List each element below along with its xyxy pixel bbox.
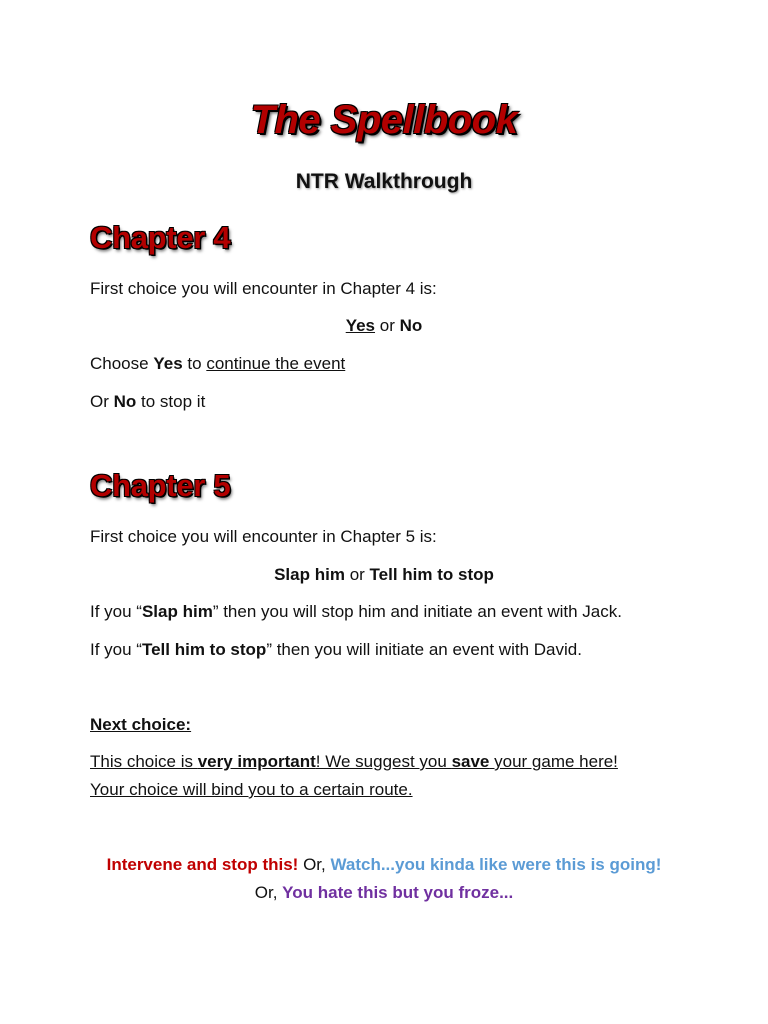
option-yes: Yes bbox=[345, 316, 376, 335]
or-no: No bbox=[113, 392, 137, 411]
chapter-4-intro: First choice you will encounter in Chapter 4 is: bbox=[90, 279, 437, 298]
choose-prefix: Choose bbox=[90, 354, 149, 373]
warning-line-2: Your choice will bind you to a certain route. bbox=[90, 780, 413, 799]
chapter-4-yes-line bbox=[90, 353, 345, 375]
or-prefix: Or bbox=[90, 392, 109, 411]
slap-choice: Slap him bbox=[141, 602, 213, 621]
or-text: or bbox=[379, 316, 395, 335]
tell-suffix: ” then you will initiate an event with David. bbox=[266, 640, 582, 659]
option-froze: You hate this but you froze... bbox=[282, 883, 514, 902]
document-title: The Spellbook bbox=[250, 98, 518, 142]
chapter-5-options bbox=[0, 564, 768, 586]
slap-him-outcome bbox=[90, 601, 622, 623]
warn-important: very important bbox=[197, 752, 316, 771]
option-watch: Watch...you kinda like were this is going! bbox=[330, 855, 662, 874]
tell-choice: Tell him to stop bbox=[141, 640, 267, 659]
next-choice-heading: Next choice: bbox=[90, 715, 192, 734]
or-text: Or, bbox=[298, 855, 331, 874]
option-tell-him-to-stop: Tell him to stop bbox=[369, 565, 494, 584]
chapter-4-no-line bbox=[90, 391, 205, 413]
chapter-5-heading: Chapter 5 bbox=[90, 468, 231, 503]
route-options-line-1 bbox=[0, 854, 768, 876]
warn-text-3: your game here! bbox=[489, 752, 618, 771]
or-text: or bbox=[349, 565, 365, 584]
chapter-4-options bbox=[0, 315, 768, 337]
or-text: Or, bbox=[254, 883, 283, 902]
option-intervene: Intervene and stop this! bbox=[106, 855, 299, 874]
or-result: to stop it bbox=[141, 392, 206, 411]
chapter-4-heading: Chapter 4 bbox=[90, 220, 231, 255]
chapter-5-intro: First choice you will encounter in Chapter 5 is: bbox=[90, 527, 437, 546]
option-slap-him: Slap him bbox=[274, 565, 345, 584]
warning-line-1 bbox=[90, 751, 618, 773]
choose-result: continue the event bbox=[206, 354, 346, 373]
slap-suffix: ” then you will stop him and initiate an event with Jack. bbox=[212, 602, 622, 621]
slap-prefix: If you “ bbox=[90, 602, 142, 621]
choose-to: to bbox=[187, 354, 202, 373]
tell-him-outcome bbox=[90, 639, 582, 661]
route-options-line-2 bbox=[0, 882, 768, 904]
document-subtitle: NTR Walkthrough bbox=[295, 170, 473, 193]
choose-yes: Yes bbox=[153, 354, 183, 373]
warn-text-2: ! We suggest you bbox=[315, 752, 452, 771]
warn-save: save bbox=[451, 752, 490, 771]
warn-text-1: This choice is bbox=[90, 752, 198, 771]
option-no: No bbox=[399, 316, 423, 335]
tell-prefix: If you “ bbox=[90, 640, 142, 659]
